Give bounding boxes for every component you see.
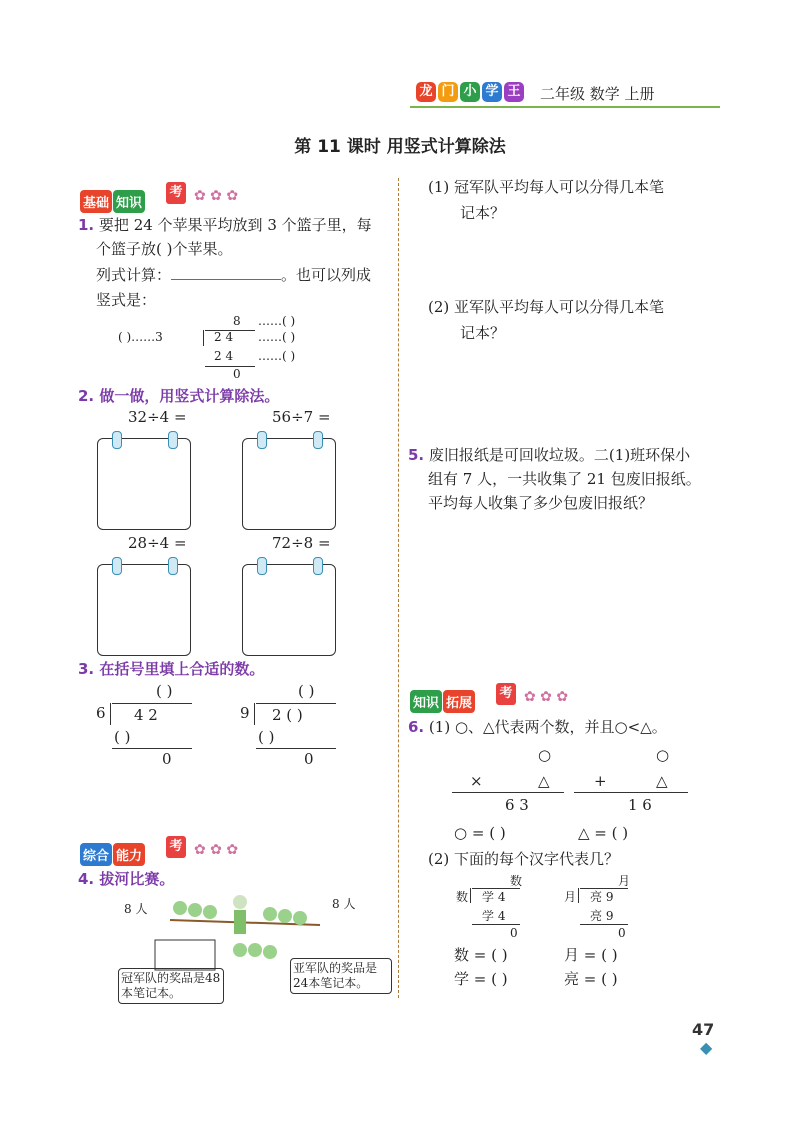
answer-box[interactable] xyxy=(97,564,191,656)
butterfly-icon: ✿ ✿ ✿ xyxy=(194,842,239,858)
section-char: 知识 xyxy=(410,690,442,713)
section-char: 拓展 xyxy=(443,690,475,713)
div-divisor-label: ( )……3 xyxy=(118,330,163,344)
div-line xyxy=(205,366,255,367)
q4-part1: (1) 冠军队平均每人可以分得几本笔 xyxy=(428,178,665,196)
q6-answer-triangle[interactable]: △ = ( ) xyxy=(578,824,629,842)
div-bracket xyxy=(578,888,579,903)
grade-subject: 二年级 数学 上册 xyxy=(540,85,655,103)
section-basic xyxy=(80,190,145,213)
div-bracket xyxy=(470,888,471,903)
div-dividend: 2 4 xyxy=(214,330,234,344)
q5-number: 5. xyxy=(408,446,425,464)
q4-number: 4. xyxy=(78,870,95,888)
q6-answer-circle[interactable]: ○ = ( ) xyxy=(454,824,506,842)
d2-divisor: 月 xyxy=(564,890,577,904)
section-extend xyxy=(410,690,475,713)
answer-blank[interactable] xyxy=(171,265,281,280)
q5-line2: 组有 7 人，一共收集了 21 包废旧报纸。 xyxy=(428,470,701,488)
div-product: 2 4 xyxy=(214,349,234,363)
section-char: 知识 xyxy=(113,190,145,213)
q5-text1: 废旧报纸是可回收垃圾。二(1)班环保小 xyxy=(428,446,691,464)
q3a-divisor: 6 xyxy=(96,704,106,722)
ring-icon xyxy=(168,431,178,449)
q2-expr: 32÷4 = xyxy=(128,408,187,426)
header-rule xyxy=(410,106,720,108)
div-line xyxy=(256,748,336,749)
d1-row1: 学 4 xyxy=(482,890,506,904)
q6-ans-yue[interactable]: 月 = ( ) xyxy=(564,946,618,964)
q3a-dividend: 4 2 xyxy=(134,706,158,724)
q3a-quotient[interactable]: ( ) xyxy=(156,682,173,700)
q6-m1-top: ○ xyxy=(538,746,552,764)
q6-ans-liang[interactable]: 亮 = ( ) xyxy=(564,970,618,988)
q3-number: 3. xyxy=(78,660,95,678)
q6-m1-res: 6 3 xyxy=(505,796,529,814)
d1-quotient: 数 xyxy=(510,874,523,888)
q6-m2-res: 1 6 xyxy=(628,796,652,814)
q4-part2b: 记本？ xyxy=(460,324,506,342)
q5-line3: 平均每人收集了多少包废旧报纸？ xyxy=(428,494,654,512)
div-annotation: ……( ) xyxy=(258,314,296,328)
div-quotient: 8 xyxy=(233,314,241,328)
q4-heading xyxy=(78,868,174,889)
brand-logo xyxy=(416,82,524,102)
page-title: 第 11 课时 用竖式计算除法 xyxy=(294,137,506,157)
section-compre xyxy=(80,843,145,866)
q6-m2-mid: △ xyxy=(656,772,668,790)
answer-box[interactable] xyxy=(242,564,336,656)
q1-text1: 要把 24 个苹果平均放到 3 个篮子里，每 xyxy=(98,216,372,234)
ring-icon xyxy=(257,557,267,575)
butterfly-icon: ✿ ✿ ✿ xyxy=(194,188,239,204)
column-divider xyxy=(398,178,399,998)
q2-number: 2. xyxy=(78,387,95,405)
d1-row2: 学 4 xyxy=(482,909,506,923)
q6-ans-shu[interactable]: 数 = ( ) xyxy=(454,946,508,964)
q3a-remainder: 0 xyxy=(162,750,172,768)
div-bracket xyxy=(110,703,111,725)
q6-part2: (2) 下面的每个汉字代表几？ xyxy=(428,850,620,868)
q2-expr: 72÷8 = xyxy=(272,534,331,552)
brand-char: 龙 xyxy=(416,82,436,102)
q6-m1-op: × xyxy=(470,772,483,790)
q2-expr: 56÷7 = xyxy=(272,408,331,426)
calc-line xyxy=(452,792,564,793)
section-char: 能力 xyxy=(113,843,145,866)
kao-badge: 考 xyxy=(166,836,186,858)
q1-number: 1. xyxy=(78,216,95,234)
d1-divisor: 数 xyxy=(456,890,469,904)
q1-line3 xyxy=(96,264,371,287)
ring-icon xyxy=(313,557,323,575)
q1-line2: 个篮子放( )个苹果。 xyxy=(96,240,233,258)
q6-m1-mid: △ xyxy=(538,772,550,790)
page-number: 47 xyxy=(692,1020,715,1039)
q4-part2: (2) 亚军队平均每人可以分得几本笔 xyxy=(428,298,665,316)
ring-icon xyxy=(168,557,178,575)
d2-row1: 亮 9 xyxy=(590,890,614,904)
ring-icon xyxy=(112,557,122,575)
q3b-remainder: 0 xyxy=(304,750,314,768)
q3-heading xyxy=(78,658,264,679)
q3b-quotient[interactable]: ( ) xyxy=(298,682,315,700)
q1-text3a: 列式计算： xyxy=(96,266,172,284)
q4-text: 拔河比赛。 xyxy=(99,870,175,888)
q6-m2-top: ○ xyxy=(656,746,670,764)
section-char: 基础 xyxy=(80,190,112,213)
div-bracket xyxy=(203,330,204,346)
q5-line1 xyxy=(408,444,690,467)
answer-box[interactable] xyxy=(242,438,336,530)
kao-badge: 考 xyxy=(166,182,186,204)
div-annotation: ……( ) xyxy=(258,330,296,344)
div-line xyxy=(472,924,520,925)
q3a-product[interactable]: ( ) xyxy=(114,728,131,746)
div-annotation: ……( ) xyxy=(258,349,296,363)
calc-line xyxy=(574,792,688,793)
q1-line1 xyxy=(78,214,372,237)
q2-text: 做一做，用竖式计算除法。 xyxy=(99,387,280,405)
q3b-divisor: 9 xyxy=(240,704,250,722)
q6-ans-xue[interactable]: 学 = ( ) xyxy=(454,970,508,988)
right-team-count: 8 人 xyxy=(332,897,356,911)
div-line xyxy=(580,924,628,925)
q1-text3b: 。也可以列成 xyxy=(281,266,372,284)
div-line xyxy=(112,748,192,749)
speech-bubble-runnerup: 亚军队的奖品是24本笔记本。 xyxy=(290,958,392,994)
q2-expr: 28÷4 = xyxy=(128,534,187,552)
ring-icon xyxy=(112,431,122,449)
d2-row2: 亮 9 xyxy=(590,909,614,923)
q6-number: 6. xyxy=(408,718,425,736)
section-char: 综合 xyxy=(80,843,112,866)
q3-text: 在括号里填上合适的数。 xyxy=(99,660,265,678)
q6-part1 xyxy=(408,716,667,739)
brand-char: 学 xyxy=(482,82,502,102)
q2-heading xyxy=(78,385,279,406)
q1-line4: 竖式是： xyxy=(96,291,157,309)
brand-char: 门 xyxy=(438,82,458,102)
q6-text1: (1) ○、△代表两个数，并且○<△。 xyxy=(428,718,667,736)
div-bracket xyxy=(254,703,255,725)
butterfly-icon: ✿ ✿ ✿ xyxy=(524,689,569,705)
kao-badge: 考 xyxy=(496,683,516,705)
q3b-product[interactable]: ( ) xyxy=(258,728,275,746)
ring-icon xyxy=(257,431,267,449)
d2-quotient: 月 xyxy=(618,874,631,888)
brand-char: 王 xyxy=(504,82,524,102)
whale-icon: ◆ xyxy=(700,1038,713,1057)
left-team-count: 8 人 xyxy=(124,902,148,916)
q3b-dividend: 2 ( ) xyxy=(272,706,303,724)
answer-box[interactable] xyxy=(97,438,191,530)
d1-rem: 0 xyxy=(510,926,518,940)
div-remainder: 0 xyxy=(233,367,241,381)
speech-bubble-champion: 冠军队的奖品是48本笔记本。 xyxy=(118,968,224,1004)
brand-char: 小 xyxy=(460,82,480,102)
q6-m2-op: + xyxy=(594,772,607,790)
q4-part1b: 记本？ xyxy=(460,204,506,222)
ring-icon xyxy=(313,431,323,449)
d2-rem: 0 xyxy=(618,926,626,940)
